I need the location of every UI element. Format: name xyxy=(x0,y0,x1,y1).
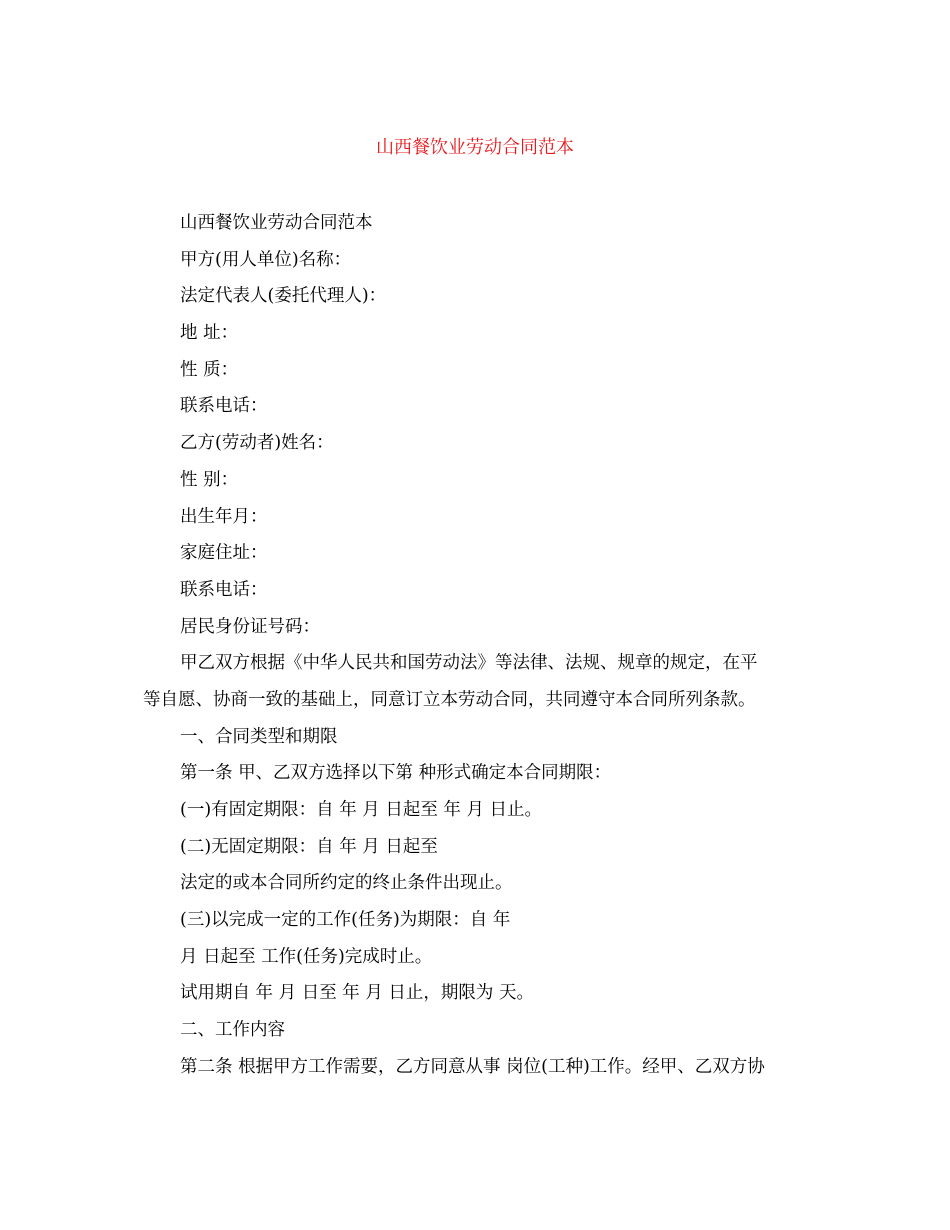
paragraph-line: 二、工作内容 xyxy=(180,1020,285,1041)
paragraph-line: 甲乙双方根据《中华人民共和国劳动法》等法律、法规、规章的规定，在平 xyxy=(180,653,758,674)
paragraph-line: 法定的或本合同所约定的终止条件出现止。 xyxy=(180,873,513,894)
paragraph-line: 法定代表人(委托代理人)： xyxy=(180,286,387,307)
paragraph-line: (二)无固定期限：自 年 月 日起至 xyxy=(180,836,438,857)
document-body xyxy=(143,205,803,1086)
paragraph-line: 山西餐饮业劳动合同范本 xyxy=(180,213,373,233)
paragraph-line: 试用期自 年 月 日至 年 月 日止，期限为 天。 xyxy=(180,983,534,1004)
paragraph-line: 等自愿、协商一致的基础上，同意订立本劳动合同，共同遵守本合同所列条款。 xyxy=(143,689,756,710)
paragraph-line: 性 质： xyxy=(180,359,239,380)
paragraph-line: 甲方(用人单位)名称： xyxy=(180,249,352,270)
paragraph-line: 第二条 根据甲方工作需要，乙方同意从事 岗位(工种)工作。经甲、乙双方协 xyxy=(180,1056,765,1077)
paragraph-line: 居民身份证号码： xyxy=(180,616,320,637)
paragraph-line: 一、合同类型和期限 xyxy=(180,726,338,747)
paragraph-line: 性 别： xyxy=(180,469,239,490)
paragraph-line: 地 址： xyxy=(180,323,239,344)
paragraph-line: 家庭住址： xyxy=(180,543,268,564)
paragraph-line: 出生年月： xyxy=(180,506,268,527)
paragraph-line: (三)以完成一定的工作(任务)为期限：自 年 xyxy=(180,910,511,931)
paragraph-line: 联系电话： xyxy=(180,579,268,600)
paragraph-line: 联系电话： xyxy=(180,396,268,417)
paragraph-line: (一)有固定期限：自 年 月 日起至 年 月 日止。 xyxy=(180,800,543,820)
document-title: 山西餐饮业劳动合同范本 xyxy=(376,137,574,158)
paragraph-line: 月 日起至 工作(任务)完成时止。 xyxy=(180,946,433,967)
paragraph-line: 乙方(劳动者)姓名： xyxy=(180,433,334,454)
paragraph-line: 第一条 甲、乙双方选择以下第 种形式确定本合同期限： xyxy=(180,763,612,784)
